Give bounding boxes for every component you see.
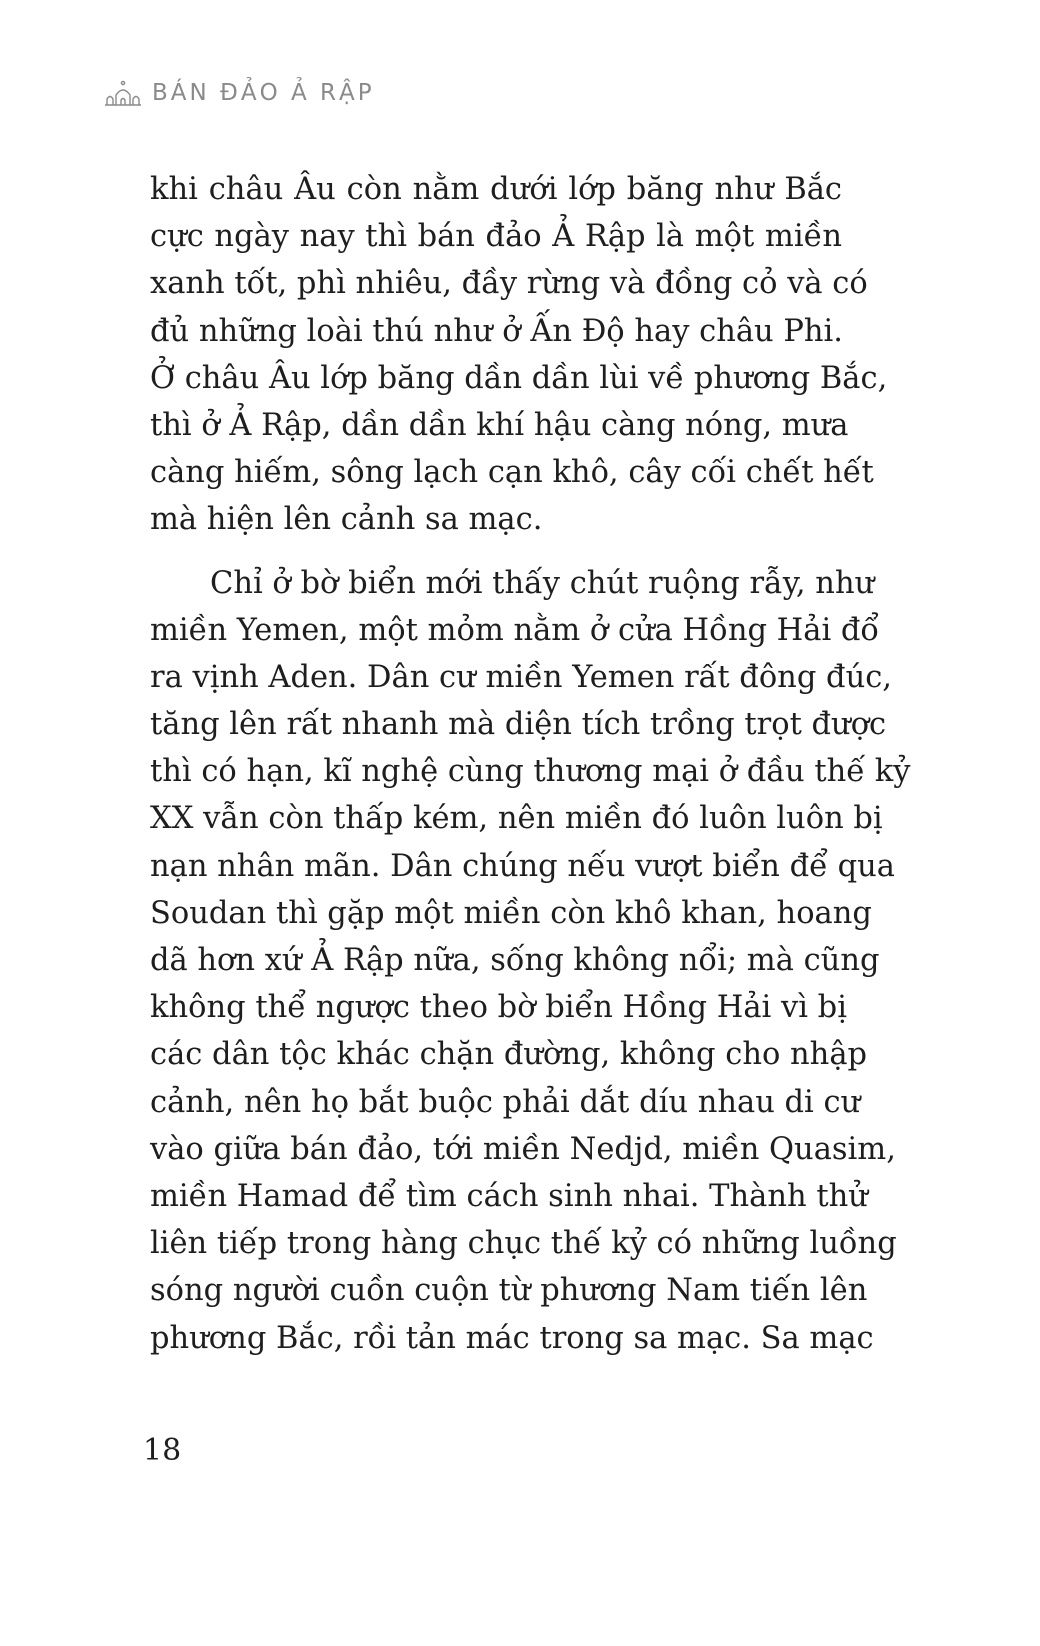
mosque-domes-icon — [104, 80, 142, 106]
text-line: tăng lên rất nhanh mà diện tích trồng trọt được — [150, 707, 887, 743]
text-line: liên tiếp trong hàng chục thế kỷ có những luồng — [150, 1226, 897, 1262]
text-line: cảnh, nên họ bắt buộc phải dắt díu nhau di cư — [150, 1084, 861, 1120]
text-line: Chỉ ở bờ biển mới thấy chút ruộng rẫy, như — [210, 565, 875, 601]
text-line: thì ở Ả Rập, dần dần khí hậu càng nóng, mưa — [150, 407, 849, 443]
text-line: XX vẫn còn thấp kém, nên miền đó luôn luôn bị — [150, 801, 883, 837]
page-number: 18 — [143, 1433, 182, 1468]
text-line: càng hiếm, sông lạch cạn khô, cây cối chết hết — [150, 455, 874, 491]
text-line: miền Yemen, một mỏm nằm ở cửa Hồng Hải đổ — [150, 612, 880, 648]
running-header-title: BÁN ĐẢO Ả RẬP — [152, 79, 375, 106]
text-line: miền Hamad để tìm cách sinh nhai. Thành thử — [150, 1178, 868, 1214]
text-line: nạn nhân mãn. Dân chúng nếu vượt biển để qua — [150, 848, 895, 884]
body-text — [150, 166, 911, 1362]
text-line: sóng người cuồn cuộn từ phương Nam tiến lên — [150, 1273, 868, 1309]
text-line: xanh tốt, phì nhiêu, đầy rừng và đồng cỏ và có — [150, 266, 868, 302]
paragraph-1 — [150, 166, 888, 544]
text-line: mà hiện lên cảnh sa mạc. — [150, 502, 543, 538]
text-line: Soudan thì gặp một miền còn khô khan, hoang — [150, 895, 872, 931]
text-line: các dân tộc khác chặn đường, không cho nhập — [150, 1037, 868, 1073]
text-line: khi châu Âu còn nằm dưới lớp băng như Bắc — [150, 172, 842, 207]
text-line: cực ngày nay thì bán đảo Ả Rập là một miền — [150, 219, 842, 255]
text-line: Ở châu Âu lớp băng dần dần lùi về phương Bắc, — [150, 360, 888, 396]
text-line: dã hơn xứ Ả Rập nữa, sống không nổi; mà cũng — [150, 943, 880, 978]
running-header — [104, 80, 375, 106]
text-line: không thể ngược theo bờ biển Hồng Hải vì bị — [150, 990, 847, 1026]
text-line: thì có hạn, kĩ nghệ cùng thương mại ở đầu thế kỷ — [150, 754, 911, 790]
text-line: ra vịnh Aden. Dân cư miền Yemen rất đông đúc, — [150, 659, 892, 695]
text-line: đủ những loài thú như ở Ấn Độ hay châu Phi. — [150, 313, 843, 349]
paragraph-2 — [150, 560, 911, 1362]
text-line: vào giữa bán đảo, tới miền Nedjd, miền Quasim, — [150, 1131, 896, 1167]
text-line: phương Bắc, rồi tản mác trong sa mạc. Sa mạc — [150, 1320, 874, 1356]
